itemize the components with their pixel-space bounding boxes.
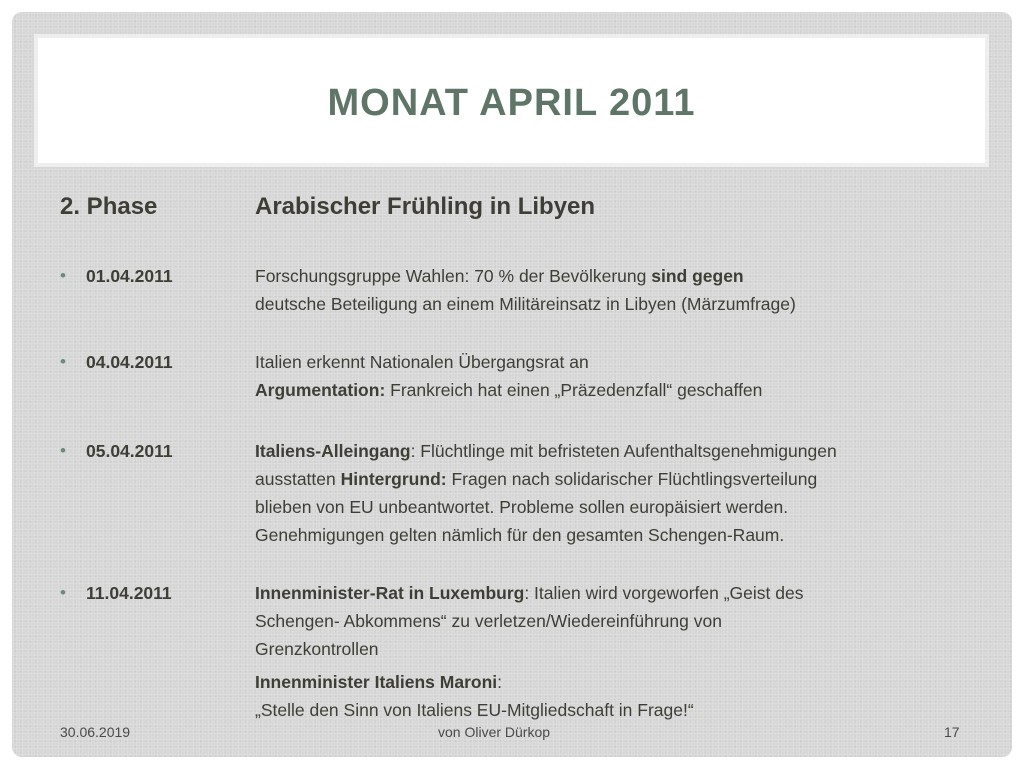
entry-date: 11.04.2011 <box>86 583 172 603</box>
footer-author: von Oliver Dürkop <box>438 724 551 740</box>
entry-text: Genehmigungen gelten nämlich für den gesamten Schengen-Raum. <box>255 525 785 545</box>
bullet-icon: • <box>60 441 66 460</box>
phase-title: Arabischer Frühling in Libyen <box>255 193 596 220</box>
entry-date: 05.04.2011 <box>86 441 173 461</box>
entry-text: Schengen- Abkommens“ zu verletzen/Wiedereinführung von <box>255 611 722 631</box>
phase-label: 2. Phase <box>60 193 158 220</box>
entry-body <box>255 348 960 404</box>
entry-text: Forschungsgruppe Wahlen: 70 % der Bevölkerung <box>255 266 652 286</box>
entry-emphasis: Innenminister Italiens Maroni <box>255 672 498 692</box>
page-number: 17 <box>944 724 960 740</box>
bullet-icon: • <box>60 583 66 602</box>
entry-text: Italien erkennt Nationalen Übergangsrat an <box>255 352 589 372</box>
entry-text: Grenzkontrollen <box>255 639 379 659</box>
entry-date: 04.04.2011 <box>86 352 173 372</box>
entry-emphasis: Innenminister-Rat in Luxemburg <box>255 583 525 603</box>
entry-quote: „Stelle den Sinn von Italiens EU-Mitgliedschaft in Frage!“ <box>255 700 694 720</box>
bullet-icon: • <box>60 352 66 371</box>
entry-text: : Flüchtlinge mit befristeten Aufenthaltsgenehmigungen <box>410 441 837 461</box>
slide-title: MONAT APRIL 2011 <box>327 82 696 124</box>
footer-date: 30.06.2019 <box>60 724 131 740</box>
entry-text: Fragen nach solidarischer Flüchtlingsverteilung <box>446 469 818 489</box>
title-box <box>34 34 989 167</box>
entry-date: 01.04.2011 <box>86 266 173 286</box>
entry-body <box>255 579 960 724</box>
entry-text: ausstatten <box>255 469 341 489</box>
entry-body <box>255 262 960 318</box>
entry-emphasis: sind gegen <box>651 266 744 286</box>
entry-text: Frankreich hat einen „Präzedenzfall“ geschaffen <box>385 380 763 400</box>
entry-body <box>255 437 960 549</box>
entry-text: blieben von EU unbeantwortet. Probleme sollen europäisiert werden. <box>255 497 789 517</box>
entry-text: : <box>497 672 503 692</box>
entry-emphasis: Hintergrund: <box>340 469 447 489</box>
entry-text: deutsche Beteiligung an einem Militäreinsatz in Libyen (Märzumfrage) <box>255 294 796 314</box>
entry-emphasis: Italiens-Alleingang <box>255 441 411 461</box>
bullet-icon: • <box>60 266 66 285</box>
entry-emphasis: Argumentation: <box>255 380 386 400</box>
entry-text: : Italien wird vorgeworfen „Geist des <box>524 583 804 603</box>
